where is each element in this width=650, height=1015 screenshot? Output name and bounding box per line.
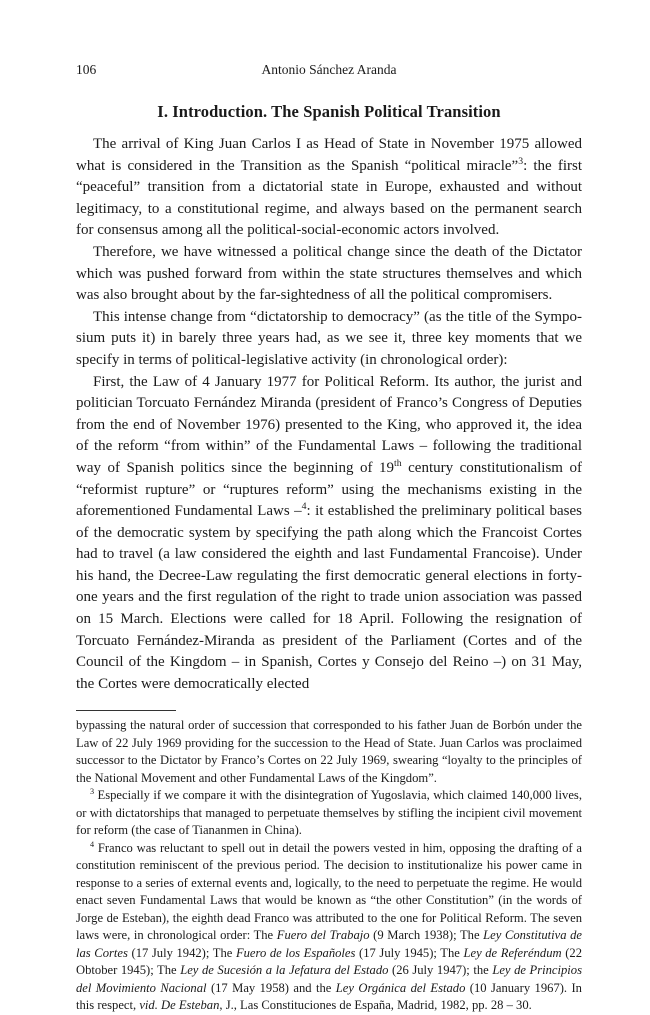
body-text — [76, 134, 582, 695]
footnote-3: $^3$ Especially if we compare it with the disintegration of Yugoslavia, which claimed 140,000 lives, or with dictatorships that managed to perpetuate themselves by stifling the incipient civil movement for reform (the case of Tiananmen in China). — [76, 787, 582, 838]
paragraph-4: First, the Law of 4 January 1977 for Political Reform. Its author, the jurist and politician Torcuato Fernández Miranda (president of Franco’s Congress of Deputies from the end of November 1976) presented to the King, who approved it, the idea of the reform “from within” of the Fundamental Laws – following the traditional way of Spanish politics since the beginning of 19th century constitutionalism of “reformist rupture” or “ruptures reform” using the mechanisms existing in the aforementioned Fundamental Laws –$^4$: it established the preliminary political bases of the democratic system by specifying the path along which the Francoist Cortes had to travel (a law considered the eighth and last Fundamental Francoise). Under his hand, the Decree-Law regulating the first democratic general elections in forty-one years and the first regulation of the right to trade union association was passed on 15 March. Elections were called for 18 April. Following the resignation of Torcuato Fernández-Miranda as president of the Parliament (Cortes and of the Council of the Kingdom – in Spanish, Cortes y Consejo del Reino –) on 31 May, the Cortes were democratically elected — [76, 373, 582, 692]
footnote-separator — [76, 710, 176, 711]
book-page — [76, 62, 582, 1015]
footnote-ref-3[interactable]: 3 — [518, 155, 524, 167]
paragraph-3: This intense change from “dictatorship to democracy” (as the title of the Symposium puts it) in barely three years had, as we see it, three key moments that we specify in terms of political-legislative activity (in chronological order): — [76, 308, 582, 368]
footnotes — [76, 717, 582, 1015]
footnote-4: $^4$ Franco was reluctant to spell out in detail the powers vested in him, opposing the drafting of a constitution reminiscent of the previous period. The decision to institutionalize his power came in response to a series of external events and, logically, to the need to perpetuate the regime. He would enact seven Fundamental Laws that would be known as “the other Constitution” (in the words of Jorge de Esteban), the eighth dead Franco was attributed to the one for Political Reform. The seven laws were, in chronological order: The Fuero del Trabajo (9 March 1938); The Ley Constitutiva de las Cortes (17 July 1942); The Fuero de los Españoles (17 July 1945); The Ley de Referéndum (22 Obtober 1945); The Ley de Sucesión a la Jefatura del Estado (26 July 1947); the Ley de Principios del Movimiento Nacional (17 May 1958) and the Ley Orgánica del Estado (10 January 1967). In this respect, vid. De Esteban, J., Las Constituciones de España, Madrid, 1982, pp. 28 – 30. — [76, 839, 583, 1013]
footnote-continuation: bypassing the natural order of succession that corresponded to his father Juan de Borbón under the Law of 22 July 1969 providing for the succession to the Head of State. Juan Carlos was proclaimed successor to the Dictator by Franco’s Cortes on 22 July 1969, swearing “loyalty to the principles of the National Movement and other Fundamental Laws of the Kingdom”. — [76, 718, 582, 785]
running-head-author: Antonio Sánchez Aranda — [261, 62, 397, 77]
paragraph-1: The arrival of King Juan Carlos I as Head of State in November 1975 allowed what is considered in the Transition as the Spanish “political miracle”$^3$: the first “peaceful” transition from a dictatorial state in Europe, exhausted and without legitimacy, to a constitutional regime, and always based on the permanent search for consensus among all the political-social-economic actors involved. — [76, 136, 583, 239]
paragraph-2: Therefore, we have witnessed a political change since the death of the Dictator which was pushed forward from within the state structures themselves and which was also brought about by the far-sightedness of all the political compromisers. — [76, 243, 582, 304]
superscript-th: th — [394, 457, 402, 469]
footnote-number-4: 4 — [90, 839, 95, 849]
section-title: I. Introduction. The Spanish Political Transition — [157, 102, 501, 121]
footnote-ref-4[interactable]: 4 — [301, 501, 307, 513]
page-number: 106 — [76, 62, 97, 77]
page-header — [76, 62, 582, 84]
footnote-number-3: 3 — [90, 787, 95, 797]
